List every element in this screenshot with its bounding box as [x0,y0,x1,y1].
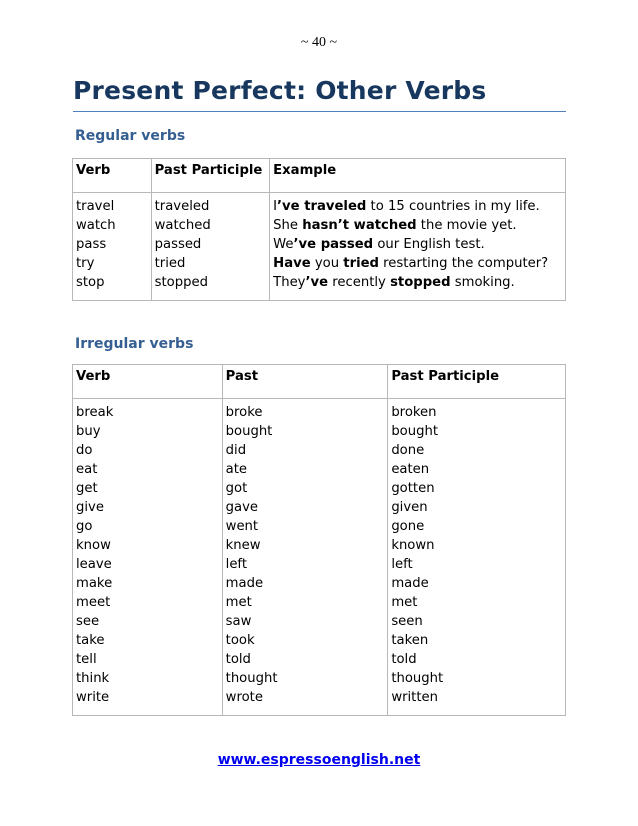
past-participle-cell: written [391,690,438,705]
verb-cell: try [76,256,95,271]
past-cell: ate [225,462,248,477]
header-example: Example [270,159,566,193]
past-cell: took [225,633,255,648]
verb-cell: watch [76,218,116,233]
past-participle-cell: stopped [154,275,208,290]
past-participle-cell: thought [391,671,444,686]
verb-cell: think [76,671,110,686]
verb-cell: see [76,614,100,629]
regular-verbs-table [72,158,566,301]
example-text: recently [328,275,391,290]
past-participle-cell: tried [154,256,186,271]
past-cell: broke [225,405,263,420]
verb-cell: break [76,405,114,420]
past-cell: made [225,576,264,591]
example-sentence [273,235,565,254]
irregular-verbs-heading: Irregular verbs [75,336,194,352]
past-cell: got [225,481,248,496]
verb-cell: go [76,519,93,534]
table-body [73,399,566,716]
example-verb-phrase: stopped [390,275,451,290]
example-verb-phrase: ’ve [305,275,329,290]
past-participle-cell: bought [391,424,439,439]
past-participle-cell: known [391,538,435,553]
past-participle-cell: given [391,500,428,515]
past-cell: went [225,519,259,534]
past-participle-cell: done [391,443,425,458]
title-underline [73,111,566,112]
example-text: our English test. [373,237,485,252]
verb-cell: get [76,481,98,496]
example-text: I [273,199,278,214]
example-verb-phrase: ’ve traveled [277,199,367,214]
past-participle-column [388,399,566,716]
table-body [73,193,566,301]
verb-column [73,399,223,716]
past-participle-cell: watched [154,218,211,233]
verb-cell: tell [76,652,97,667]
past-participle-cell: broken [391,405,437,420]
verb-cell: stop [76,275,105,290]
example-verb-phrase: tried [343,256,379,271]
past-participle-cell: eaten [391,462,430,477]
verb-cell: travel [76,199,115,214]
past-cell: gave [225,500,259,515]
past-participle-cell: made [391,576,429,591]
past-cell: did [225,443,247,458]
past-cell: left [225,557,248,572]
past-participle-cell: passed [154,237,202,252]
example-verb-phrase: hasn’t watched [302,218,417,233]
past-cell: met [225,595,252,610]
past-cell: bought [225,424,273,439]
irregular-verbs-table [72,364,566,716]
verb-cell: leave [76,557,112,572]
header-verb: Verb [73,365,223,399]
past-participle-cell: taken [391,633,429,648]
past-cell: knew [225,538,261,553]
past-participle-cell: left [391,557,413,572]
example-text: She [273,218,303,233]
verb-cell: know [76,538,111,553]
example-text: They [273,275,306,290]
example-sentence [273,216,565,235]
past-cell: wrote [225,690,263,705]
header-verb: Verb [73,159,152,193]
past-participle-cell: gone [391,519,425,534]
verb-cell: eat [76,462,98,477]
website-link[interactable]: www.espressoenglish.net [217,752,421,768]
header-past: Past [222,365,388,399]
page-title: Present Perfect: Other Verbs [73,76,487,105]
verb-cell: take [76,633,105,648]
past-column [222,399,388,716]
past-participle-cell: traveled [154,199,210,214]
past-participle-cell: gotten [391,481,435,496]
example-sentence [273,254,565,273]
table-header-row [73,159,566,193]
example-text: We [273,237,294,252]
verb-cell: buy [76,424,101,439]
past-cell: thought [225,671,278,686]
example-text: to 15 countries in my life. [366,199,540,214]
verb-cell: meet [76,595,111,610]
page-number: ~ 40 ~ [300,35,338,50]
verb-column [73,193,152,301]
example-text: restarting the computer? [378,256,549,271]
past-cell: saw [225,614,252,629]
example-verb-phrase: Have [273,256,311,271]
past-cell: told [225,652,251,667]
past-participle-cell: met [391,595,418,610]
table-header-row [73,365,566,399]
past-participle-column [151,193,270,301]
verb-cell: make [76,576,113,591]
verb-cell: do [76,443,93,458]
example-column [270,193,566,301]
verb-cell: give [76,500,104,515]
example-text: you [310,256,344,271]
example-sentence [273,197,565,216]
past-participle-cell: told [391,652,417,667]
past-participle-cell: seen [391,614,423,629]
verb-cell: pass [76,237,107,252]
regular-verbs-heading: Regular verbs [75,128,186,144]
example-sentence [273,273,565,292]
example-text: the movie yet. [416,218,517,233]
header-past-participle: Past Participle [388,365,566,399]
verb-cell: write [76,690,110,705]
header-past-participle: Past Participle [151,159,270,193]
footer [0,752,638,768]
example-text: smoking. [450,275,515,290]
example-verb-phrase: ’ve passed [293,237,374,252]
